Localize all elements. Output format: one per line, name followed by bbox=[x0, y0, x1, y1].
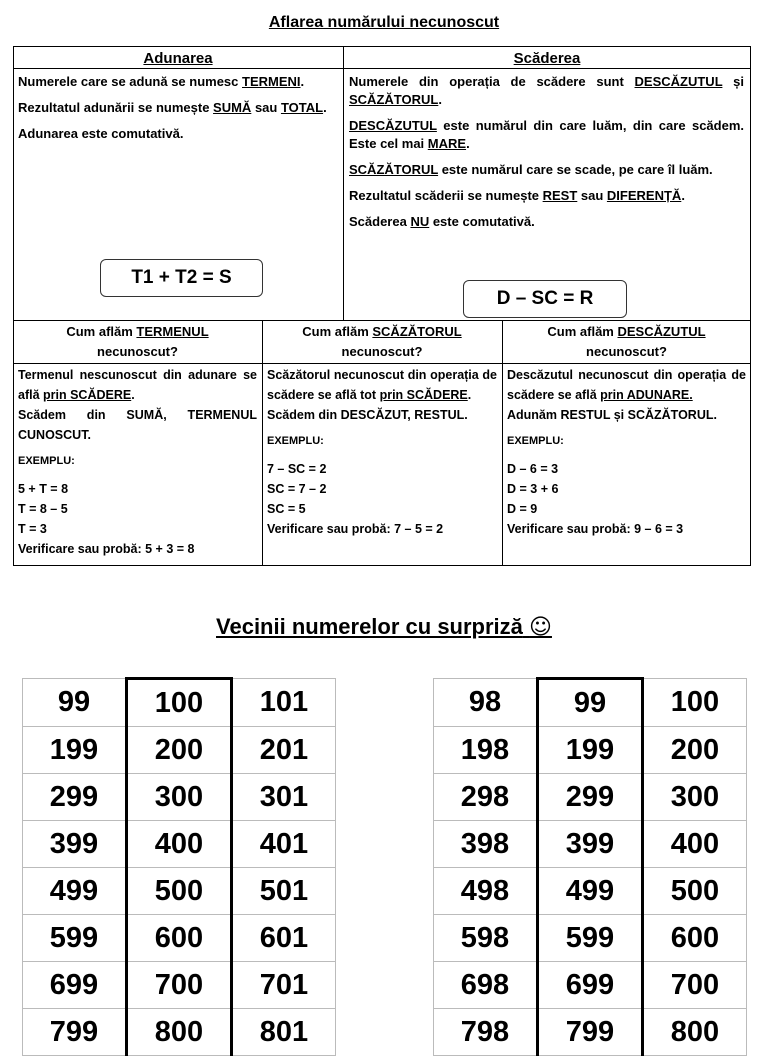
scazator-line: SC = 7 – 2 bbox=[267, 482, 327, 496]
scazator-rule: Scăzătorul necunoscut din operația de scădere se află tot prin SCĂDERE. bbox=[267, 368, 497, 402]
neighbors-row bbox=[434, 679, 747, 727]
subtraction-text bbox=[349, 73, 744, 239]
number-cell: 100 bbox=[127, 679, 232, 727]
predecessor-cell: 798 bbox=[434, 1009, 538, 1056]
successor-cell: 401 bbox=[232, 821, 336, 868]
successor-cell: 800 bbox=[643, 1009, 747, 1056]
successor-cell: 501 bbox=[232, 868, 336, 915]
successor-cell: 201 bbox=[232, 727, 336, 774]
addition-text bbox=[18, 73, 338, 151]
predecessor-cell: 399 bbox=[23, 821, 127, 868]
number-cell: 300 bbox=[127, 774, 232, 821]
number-cell: 200 bbox=[127, 727, 232, 774]
addition-header: Adunarea bbox=[143, 50, 213, 67]
predecessor-cell: 599 bbox=[23, 915, 127, 962]
scazator-line: 7 – SC = 2 bbox=[267, 462, 327, 476]
top-column-divider bbox=[343, 46, 344, 320]
successor-cell: 500 bbox=[643, 868, 747, 915]
header-divider bbox=[13, 68, 751, 69]
successor-cell: 701 bbox=[232, 962, 336, 1009]
predecessor-cell: 198 bbox=[434, 727, 538, 774]
successor-cell: 600 bbox=[643, 915, 747, 962]
successor-cell: 801 bbox=[232, 1009, 336, 1056]
predecessor-cell: 799 bbox=[23, 1009, 127, 1056]
number-cell: 99 bbox=[538, 679, 643, 727]
predecessor-cell: 598 bbox=[434, 915, 538, 962]
neighbors-row bbox=[434, 727, 747, 774]
neighbors-title: Vecinii numerelor cu surpriză ☺ bbox=[216, 614, 552, 640]
predecessor-cell: 199 bbox=[23, 727, 127, 774]
smiley-icon: ☺ bbox=[529, 615, 552, 640]
neighbors-row bbox=[434, 962, 747, 1009]
neighbors-row bbox=[434, 1009, 747, 1056]
number-cell: 699 bbox=[538, 962, 643, 1009]
subtraction-header: Scăderea bbox=[513, 50, 581, 67]
termen-rule2: Scădem din SUMĂ, TERMENUL CUNOSCUT. bbox=[18, 408, 257, 442]
neighbors-row bbox=[23, 915, 336, 962]
page-title: Aflarea numărului necunoscut bbox=[268, 14, 500, 31]
number-cell: 399 bbox=[538, 821, 643, 868]
neighbors-table-right bbox=[433, 677, 747, 1056]
termen-example-label: EXEMPLU: bbox=[18, 455, 75, 467]
number-cell: 800 bbox=[127, 1009, 232, 1056]
successor-cell: 101 bbox=[232, 679, 336, 727]
successor-cell: 700 bbox=[643, 962, 747, 1009]
descazut-line: D = 3 + 6 bbox=[507, 482, 559, 496]
scazator-example-label: EXEMPLU: bbox=[267, 435, 324, 447]
neighbors-table-left bbox=[22, 677, 336, 1056]
descazut-column bbox=[507, 365, 746, 539]
successor-cell: 200 bbox=[643, 727, 747, 774]
neighbors-row bbox=[434, 821, 747, 868]
addition-formula: T1 + T2 = S bbox=[100, 259, 263, 297]
termen-line: T = 8 – 5 bbox=[18, 502, 68, 516]
number-cell: 299 bbox=[538, 774, 643, 821]
termen-column bbox=[18, 365, 257, 559]
scazator-column bbox=[267, 365, 497, 539]
mid-divider bbox=[13, 320, 751, 321]
termen-rule: Termenul nescunoscut din adunare se află prin SCĂDERE. bbox=[18, 368, 257, 402]
question-termen: Cum aflăm TERMENUL necunoscut? bbox=[66, 324, 209, 359]
scazator-rule2: Scădem din DESCĂZUT, RESTUL. bbox=[267, 408, 468, 422]
predecessor-cell: 699 bbox=[23, 962, 127, 1009]
addition-p2: Rezultatul adunării se numește SUMĂ sau TOTAL. bbox=[18, 100, 327, 115]
neighbors-row bbox=[23, 821, 336, 868]
number-cell: 199 bbox=[538, 727, 643, 774]
number-cell: 799 bbox=[538, 1009, 643, 1056]
termen-line: Verificare sau probă: 5 + 3 = 8 bbox=[18, 542, 195, 556]
neighbors-row bbox=[23, 727, 336, 774]
descazut-rule: Descăzutul necunoscut din operația de scădere se află prin ADUNARE. bbox=[507, 368, 746, 402]
question-scazator: Cum aflăm SCĂZĂTORUL necunoscut? bbox=[302, 324, 462, 359]
descazut-line: Verificare sau probă: 9 – 6 = 3 bbox=[507, 522, 684, 536]
predecessor-cell: 499 bbox=[23, 868, 127, 915]
descazut-rule2: Adunăm RESTUL și SCĂZĂTORUL. bbox=[507, 408, 717, 422]
scazator-line: Verificare sau probă: 7 – 5 = 2 bbox=[267, 522, 444, 536]
predecessor-cell: 98 bbox=[434, 679, 538, 727]
number-cell: 500 bbox=[127, 868, 232, 915]
termen-line: 5 + T = 8 bbox=[18, 482, 69, 496]
predecessor-cell: 299 bbox=[23, 774, 127, 821]
subtraction-p5: Scăderea NU este comutativă. bbox=[349, 214, 535, 229]
successor-cell: 601 bbox=[232, 915, 336, 962]
addition-p3: Adunarea este comutativă. bbox=[18, 126, 184, 141]
neighbors-row bbox=[23, 1009, 336, 1056]
subtraction-formula: D – SC = R bbox=[463, 280, 627, 318]
neighbors-row bbox=[434, 868, 747, 915]
successor-cell: 100 bbox=[643, 679, 747, 727]
number-cell: 700 bbox=[127, 962, 232, 1009]
neighbors-row bbox=[23, 962, 336, 1009]
number-cell: 599 bbox=[538, 915, 643, 962]
successor-cell: 400 bbox=[643, 821, 747, 868]
termen-line: T = 3 bbox=[18, 522, 47, 536]
neighbors-row bbox=[23, 868, 336, 915]
descazut-line: D = 9 bbox=[507, 502, 538, 516]
neighbors-row bbox=[23, 774, 336, 821]
descazut-line: D – 6 = 3 bbox=[507, 462, 559, 476]
neighbors-row bbox=[434, 774, 747, 821]
successor-cell: 300 bbox=[643, 774, 747, 821]
subtraction-p2: DESCĂZUTUL este numărul din care luăm, din care scădem. Este cel mai MARE. bbox=[349, 118, 744, 151]
predecessor-cell: 99 bbox=[23, 679, 127, 727]
neighbors-row bbox=[434, 915, 747, 962]
neighbors-row bbox=[23, 679, 336, 727]
number-cell: 400 bbox=[127, 821, 232, 868]
descazut-example-label: EXEMPLU: bbox=[507, 435, 564, 447]
predecessor-cell: 298 bbox=[434, 774, 538, 821]
scazator-line: SC = 5 bbox=[267, 502, 306, 516]
subtraction-p4: Rezultatul scăderii se numește REST sau DIFERENȚĂ. bbox=[349, 188, 685, 203]
number-cell: 499 bbox=[538, 868, 643, 915]
subtraction-p1: Numerele din operația de scădere sunt DESCĂZUTUL și SCĂZĂTORUL. bbox=[349, 74, 744, 107]
subtraction-p3: SCĂZĂTORUL este numărul care se scade, pe care îl luăm. bbox=[349, 162, 713, 177]
predecessor-cell: 398 bbox=[434, 821, 538, 868]
predecessor-cell: 498 bbox=[434, 868, 538, 915]
number-cell: 600 bbox=[127, 915, 232, 962]
question-divider bbox=[13, 363, 751, 364]
question-descazut: Cum aflăm DESCĂZUTUL necunoscut? bbox=[547, 324, 706, 359]
addition-p1: Numerele care se adună se numesc TERMENI. bbox=[18, 74, 305, 89]
predecessor-cell: 698 bbox=[434, 962, 538, 1009]
successor-cell: 301 bbox=[232, 774, 336, 821]
